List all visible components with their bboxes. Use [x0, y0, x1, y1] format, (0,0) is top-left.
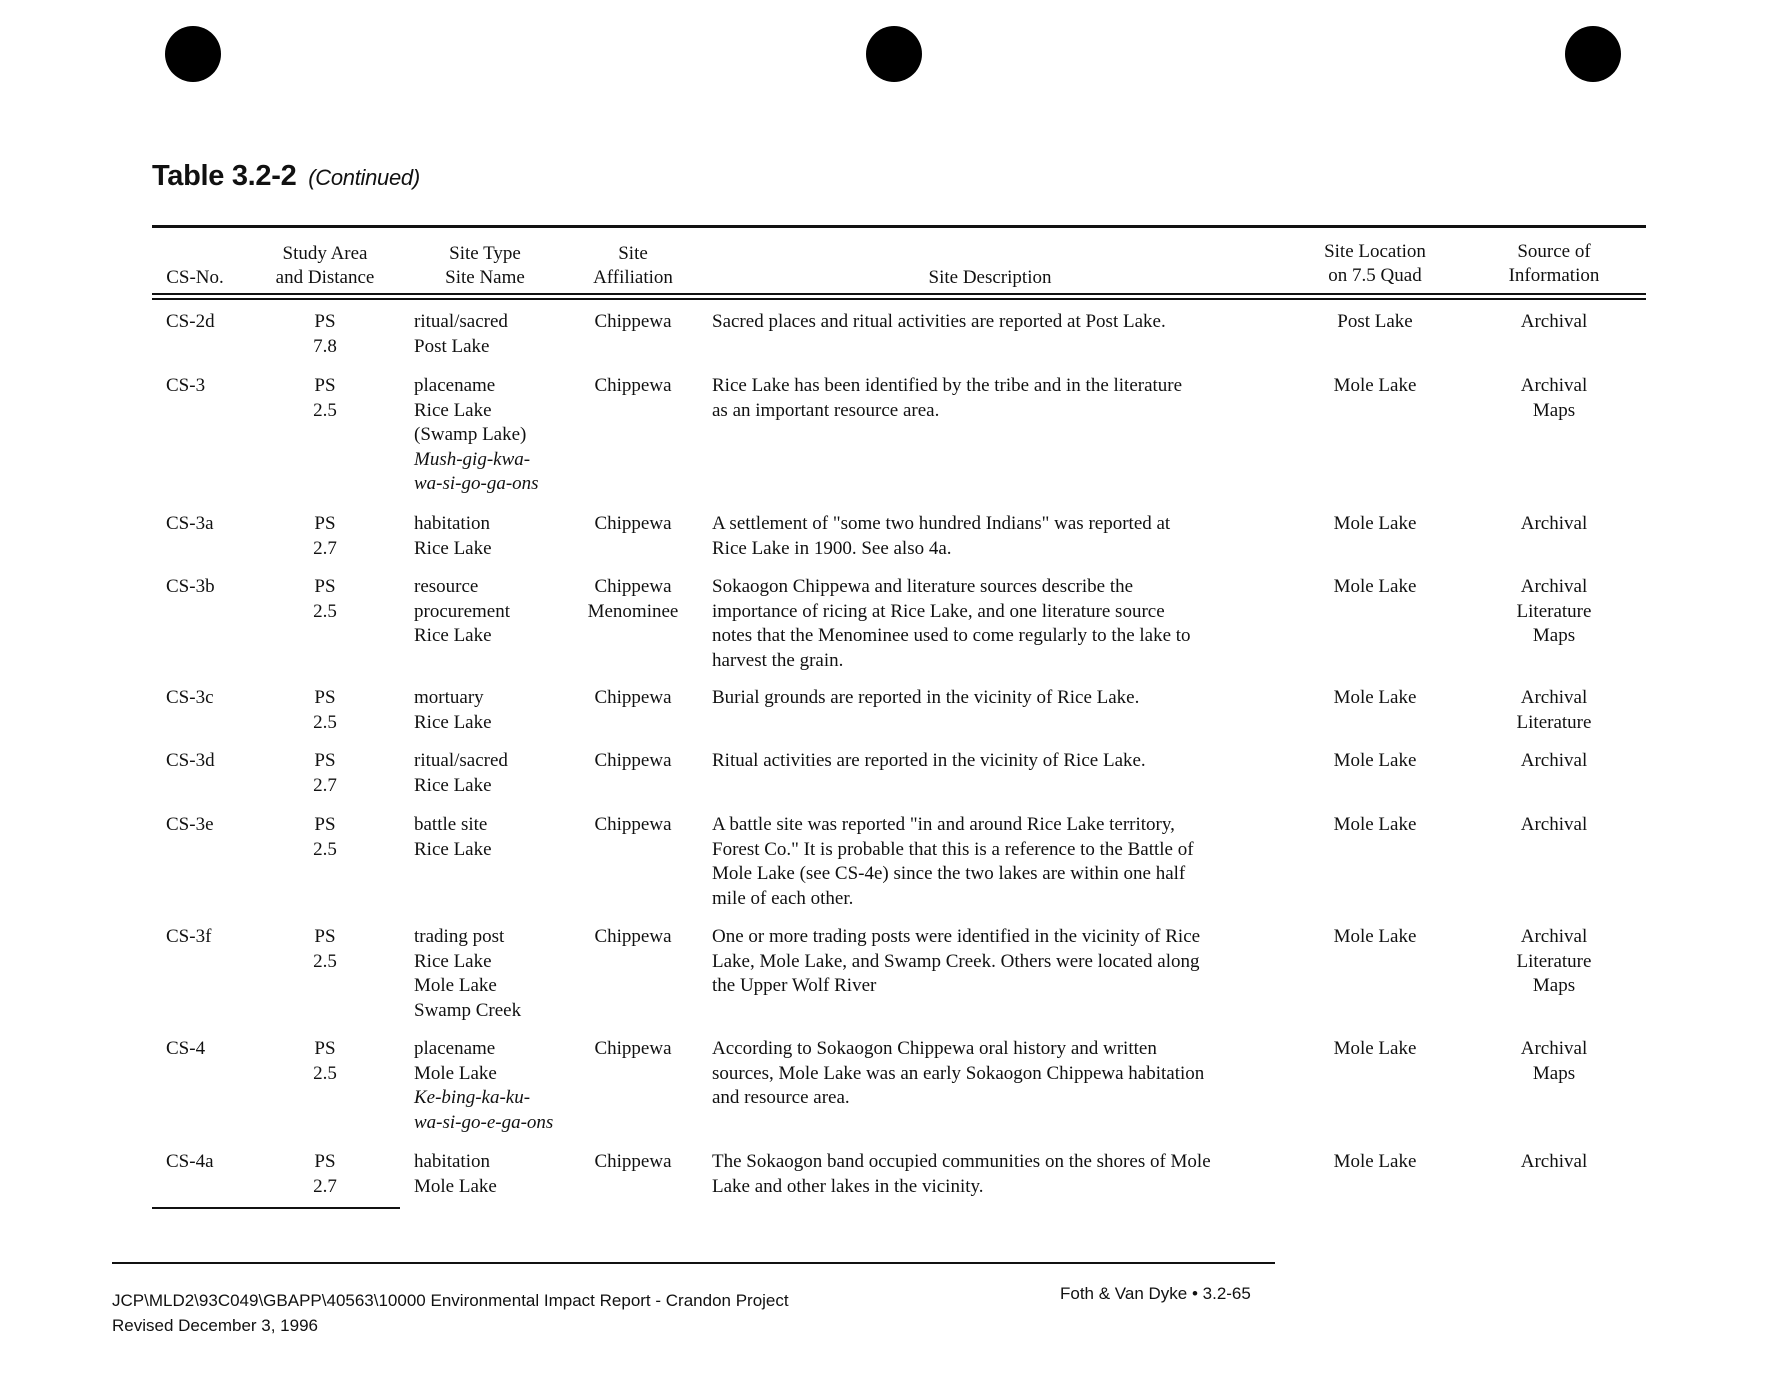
cell-site-type-line: Rice Lake [414, 838, 492, 860]
cell-description-line: A battle site was reported "in and around Rice Lake territory, [712, 814, 1175, 835]
cell-site-type-line: Rice Lake [414, 537, 492, 559]
cell-description-line: Lake, Mole Lake, and Swamp Creek. Others were located along [712, 950, 1200, 972]
cell-cs-no: CS-3d [166, 750, 215, 771]
cell-description [712, 1037, 1288, 1111]
cell-study-area [300, 813, 350, 862]
cell-study-area-line: 2.5 [313, 711, 337, 733]
cell-site-type-line: Mole Lake [414, 1062, 497, 1084]
footer-rule [112, 1262, 1275, 1264]
table-title [152, 160, 420, 193]
cell-affiliation-line: Chippewa [594, 687, 672, 708]
header-site-description: Site Description [928, 267, 1052, 288]
cell-source [1484, 512, 1624, 537]
cell-source-line: Maps [1532, 1062, 1576, 1084]
cell-site-location: Post Lake [1337, 311, 1413, 332]
cell-cs-no: CS-3b [166, 576, 215, 597]
cell-site-type-line: battle site [414, 814, 488, 835]
cell-site-type-line: Rice Lake [414, 950, 492, 972]
cell-study-area-line: 2.5 [313, 600, 337, 622]
cell-source [1484, 1150, 1624, 1175]
cell-study-area-line: PS [314, 1151, 336, 1172]
cell-description-line: According to Sokaogon Chippewa oral history and written [712, 1038, 1157, 1059]
cell-source-line: Archival [1520, 1151, 1588, 1172]
cell-study-area-line: PS [314, 311, 336, 332]
cell-source [1484, 749, 1624, 774]
cell-affiliation-line: Chippewa [594, 576, 672, 597]
cell-study-area-line: 2.5 [313, 950, 337, 972]
cell-affiliation [578, 1037, 688, 1062]
cell-affiliation-line: Chippewa [594, 814, 672, 835]
cell-description-line: Rice Lake has been identified by the tribe and in the literature [712, 375, 1183, 396]
cell-study-area-line: PS [314, 375, 336, 396]
cell-study-area-line: PS [314, 750, 336, 771]
cell-site-location: Mole Lake [1333, 1151, 1417, 1172]
cell-site-type [414, 575, 574, 649]
cell-source [1484, 374, 1624, 423]
cell-source-line: Literature [1516, 950, 1592, 972]
cell-study-area-line: PS [314, 814, 336, 835]
cell-site-location: Mole Lake [1333, 1038, 1417, 1059]
header-site-type: Site Type Site Name [445, 243, 525, 288]
cell-affiliation [578, 1150, 688, 1175]
cell-site-type [414, 686, 574, 735]
cell-study-area-line: 2.5 [313, 838, 337, 860]
cell-source [1484, 686, 1624, 735]
cell-study-area [300, 310, 350, 359]
cell-description-line: Forest Co." It is probable that this is a reference to the Battle of [712, 838, 1194, 860]
cell-source-line: Archival [1520, 375, 1588, 396]
cell-study-area [300, 1150, 350, 1199]
cell-source [1484, 310, 1624, 335]
cell-source [1484, 813, 1624, 838]
cell-description [712, 512, 1288, 561]
cell-site-type-line: placename [414, 1038, 496, 1059]
cell-site-type-line: Mole Lake [414, 975, 497, 996]
cell-description-line: Sacred places and ritual activities are reported at Post Lake. [712, 311, 1166, 332]
cell-description-line: Lake and other lakes in the vicinity. [712, 1175, 984, 1197]
cell-description-line: Burial grounds are reported in the vicinity of Rice Lake. [712, 687, 1140, 708]
cell-study-area-line: 2.5 [313, 1062, 337, 1084]
cell-description-line: harvest the grain. [712, 649, 844, 671]
cell-study-area-line: PS [314, 576, 336, 597]
cell-site-type-line: Rice Lake [414, 774, 492, 796]
cell-affiliation [578, 512, 688, 537]
cell-description-line: and resource area. [712, 1087, 850, 1108]
cell-source-line: Archival [1520, 814, 1588, 835]
cell-description-line: Ritual activities are reported in the vicinity of Rice Lake. [712, 750, 1146, 771]
cell-study-area [300, 512, 350, 561]
cell-description [712, 1150, 1288, 1199]
cell-affiliation [578, 686, 688, 711]
cell-site-type [414, 374, 574, 497]
cell-description [712, 310, 1288, 335]
cell-study-area [300, 575, 350, 624]
cell-cs-no: CS-4 [166, 1038, 206, 1059]
cell-description-line: Sokaogon Chippewa and literature sources describe the [712, 576, 1134, 597]
cell-site-type-line: Swamp Creek [414, 999, 522, 1021]
cell-description-line: Mole Lake (see CS-4e) since the two lakes are within one half [712, 863, 1186, 884]
punch-hole-left [165, 26, 221, 82]
cell-source-line: Archival [1520, 687, 1588, 708]
cell-site-type-line: Rice Lake [414, 399, 492, 421]
cell-study-area [300, 925, 350, 974]
cell-description-line: importance of ricing at Rice Lake, and one literature source [712, 600, 1165, 622]
cell-description-line: The Sokaogon band occupied communities on the shores of Mole [712, 1151, 1211, 1172]
cell-affiliation-line: Menominee [587, 600, 679, 622]
cell-study-area [300, 374, 350, 423]
cell-site-type-line: Rice Lake [414, 711, 492, 733]
header-source: Source of Information [1508, 241, 1600, 286]
cell-description-line: Rice Lake in 1900. See also 4a. [712, 537, 952, 559]
cell-description-line: A settlement of "some two hundred Indians" was reported at [712, 513, 1171, 534]
cell-source [1484, 1037, 1624, 1086]
header-rule-lower [152, 298, 1646, 300]
cell-site-type-line: habitation [414, 1151, 490, 1172]
cell-description [712, 925, 1288, 999]
cell-site-type [414, 1150, 574, 1199]
table-end-rule [152, 1207, 400, 1209]
cell-source-line: Archival [1520, 576, 1588, 597]
cell-description [712, 686, 1288, 711]
cell-description [712, 749, 1288, 774]
cell-site-type-line: Rice Lake [414, 625, 492, 646]
cell-site-type-line: wa-si-go-e-ga-ons [414, 1111, 554, 1133]
cell-description-line: mile of each other. [712, 887, 854, 909]
cell-source-line: Maps [1532, 399, 1576, 421]
footer-left [112, 1288, 789, 1338]
cell-affiliation [578, 813, 688, 838]
cell-study-area-line: PS [314, 513, 336, 534]
cell-description-line: sources, Mole Lake was an early Sokaogon Chippewa habitation [712, 1062, 1205, 1084]
cell-study-area-line: 7.8 [313, 335, 337, 357]
cell-description-line: the Upper Wolf River [712, 975, 877, 996]
cell-site-type [414, 310, 574, 359]
cell-site-location: Mole Lake [1333, 513, 1417, 534]
cell-affiliation-line: Chippewa [594, 375, 672, 396]
footer-report-title: Environmental Impact Report - Crandon Project [430, 1291, 789, 1310]
cell-site-type-line: wa-si-go-ga-ons [414, 473, 539, 494]
cell-site-type-line: Mush-gig-kwa- [414, 448, 531, 470]
cell-study-area-line: 2.7 [313, 774, 337, 796]
cell-affiliation-line: Chippewa [594, 926, 672, 947]
cell-site-type-line: ritual/sacred [414, 311, 508, 332]
cell-cs-no: CS-3c [166, 687, 214, 708]
cell-site-type [414, 813, 574, 862]
cell-source-line: Maps [1532, 975, 1576, 996]
cell-study-area-line: 2.7 [313, 537, 337, 559]
cell-study-area-line: 2.7 [313, 1175, 337, 1197]
punch-hole-right [1565, 26, 1621, 82]
cell-site-location: Mole Lake [1333, 926, 1417, 947]
cell-site-location: Mole Lake [1333, 750, 1417, 771]
punch-hole-center [866, 26, 922, 82]
cell-description [712, 575, 1288, 673]
cell-study-area-line: PS [314, 926, 336, 947]
cell-site-type-line: Mole Lake [414, 1175, 497, 1197]
cell-affiliation [578, 374, 688, 399]
cell-affiliation [578, 925, 688, 950]
cell-site-type-line: Ke-bing-ka-ku- [414, 1087, 531, 1108]
cell-source-line: Archival [1520, 311, 1588, 332]
cell-study-area-line: PS [314, 687, 336, 708]
cell-cs-no: CS-3 [166, 375, 206, 396]
cell-affiliation [578, 749, 688, 774]
table-number: Table 3.2-2 [152, 160, 297, 192]
cell-study-area-line: 2.5 [313, 399, 337, 421]
cell-site-type-line: habitation [414, 513, 490, 534]
cell-source-line: Maps [1532, 625, 1576, 646]
cell-study-area [300, 749, 350, 798]
cell-source-line: Literature [1516, 711, 1592, 733]
cell-source [1484, 575, 1624, 649]
cell-source [1484, 925, 1624, 999]
cell-affiliation-line: Chippewa [594, 750, 672, 771]
header-rule-upper [152, 293, 1646, 295]
cell-site-type-line: placename [414, 375, 496, 396]
cell-cs-no: CS-3f [166, 926, 212, 947]
cell-site-type [414, 512, 574, 561]
header-cs-no: CS-No. [166, 267, 224, 288]
cell-site-location: Mole Lake [1333, 814, 1417, 835]
cell-source-line: Archival [1520, 513, 1588, 534]
cell-site-type [414, 925, 574, 1023]
cell-cs-no: CS-3a [166, 513, 214, 534]
table-top-rule [152, 225, 1646, 228]
cell-site-location: Mole Lake [1333, 687, 1417, 708]
header-study-area: Study Area and Distance [275, 243, 375, 288]
cell-site-type [414, 749, 574, 798]
header-affiliation: Site Affiliation [593, 243, 673, 288]
cell-source-line: Archival [1520, 926, 1588, 947]
cell-description [712, 374, 1288, 423]
cell-site-type-line: ritual/sacred [414, 750, 508, 771]
cell-site-location: Mole Lake [1333, 576, 1417, 597]
cell-affiliation [578, 310, 688, 335]
cell-cs-no: CS-3e [166, 814, 214, 835]
cell-site-location: Mole Lake [1333, 375, 1417, 396]
cell-description-line: One or more trading posts were identified in the vicinity of Rice [712, 926, 1201, 947]
cell-site-type-line: mortuary [414, 687, 484, 708]
cell-affiliation-line: Chippewa [594, 1151, 672, 1172]
table-continued-label: (Continued) [308, 165, 420, 190]
footer-file-path: JCP\MLD2\93C049\GBAPP\40563\10000 [112, 1291, 426, 1310]
cell-cs-no: CS-4a [166, 1151, 214, 1172]
cell-study-area [300, 686, 350, 735]
cell-site-type-line: (Swamp Lake) [414, 424, 527, 445]
cell-site-type-line: procurement [414, 600, 511, 622]
cell-affiliation-line: Chippewa [594, 1038, 672, 1059]
cell-cs-no: CS-2d [166, 311, 215, 332]
cell-site-type-line: Post Lake [414, 335, 490, 357]
cell-description [712, 813, 1288, 911]
cell-study-area-line: PS [314, 1038, 336, 1059]
cell-affiliation-line: Chippewa [594, 311, 672, 332]
cell-source-line: Archival [1520, 750, 1588, 771]
cell-site-type-line: trading post [414, 926, 505, 947]
cell-affiliation-line: Chippewa [594, 513, 672, 534]
footer-firm-page: Foth & Van Dyke • 3.2-65 [1060, 1284, 1251, 1303]
cell-description-line: as an important resource area. [712, 399, 940, 421]
cell-description-line: notes that the Menominee used to come regularly to the lake to [712, 625, 1191, 646]
cell-site-type-line: resource [414, 576, 479, 597]
cell-affiliation [578, 575, 688, 624]
cell-study-area [300, 1037, 350, 1086]
cell-source-line: Literature [1516, 600, 1592, 622]
header-site-location: Site Location on 7.5 Quad [1324, 241, 1426, 286]
footer-revised-date: Revised December 3, 1996 [112, 1316, 319, 1335]
cell-site-type [414, 1037, 574, 1135]
cell-source-line: Archival [1520, 1038, 1588, 1059]
